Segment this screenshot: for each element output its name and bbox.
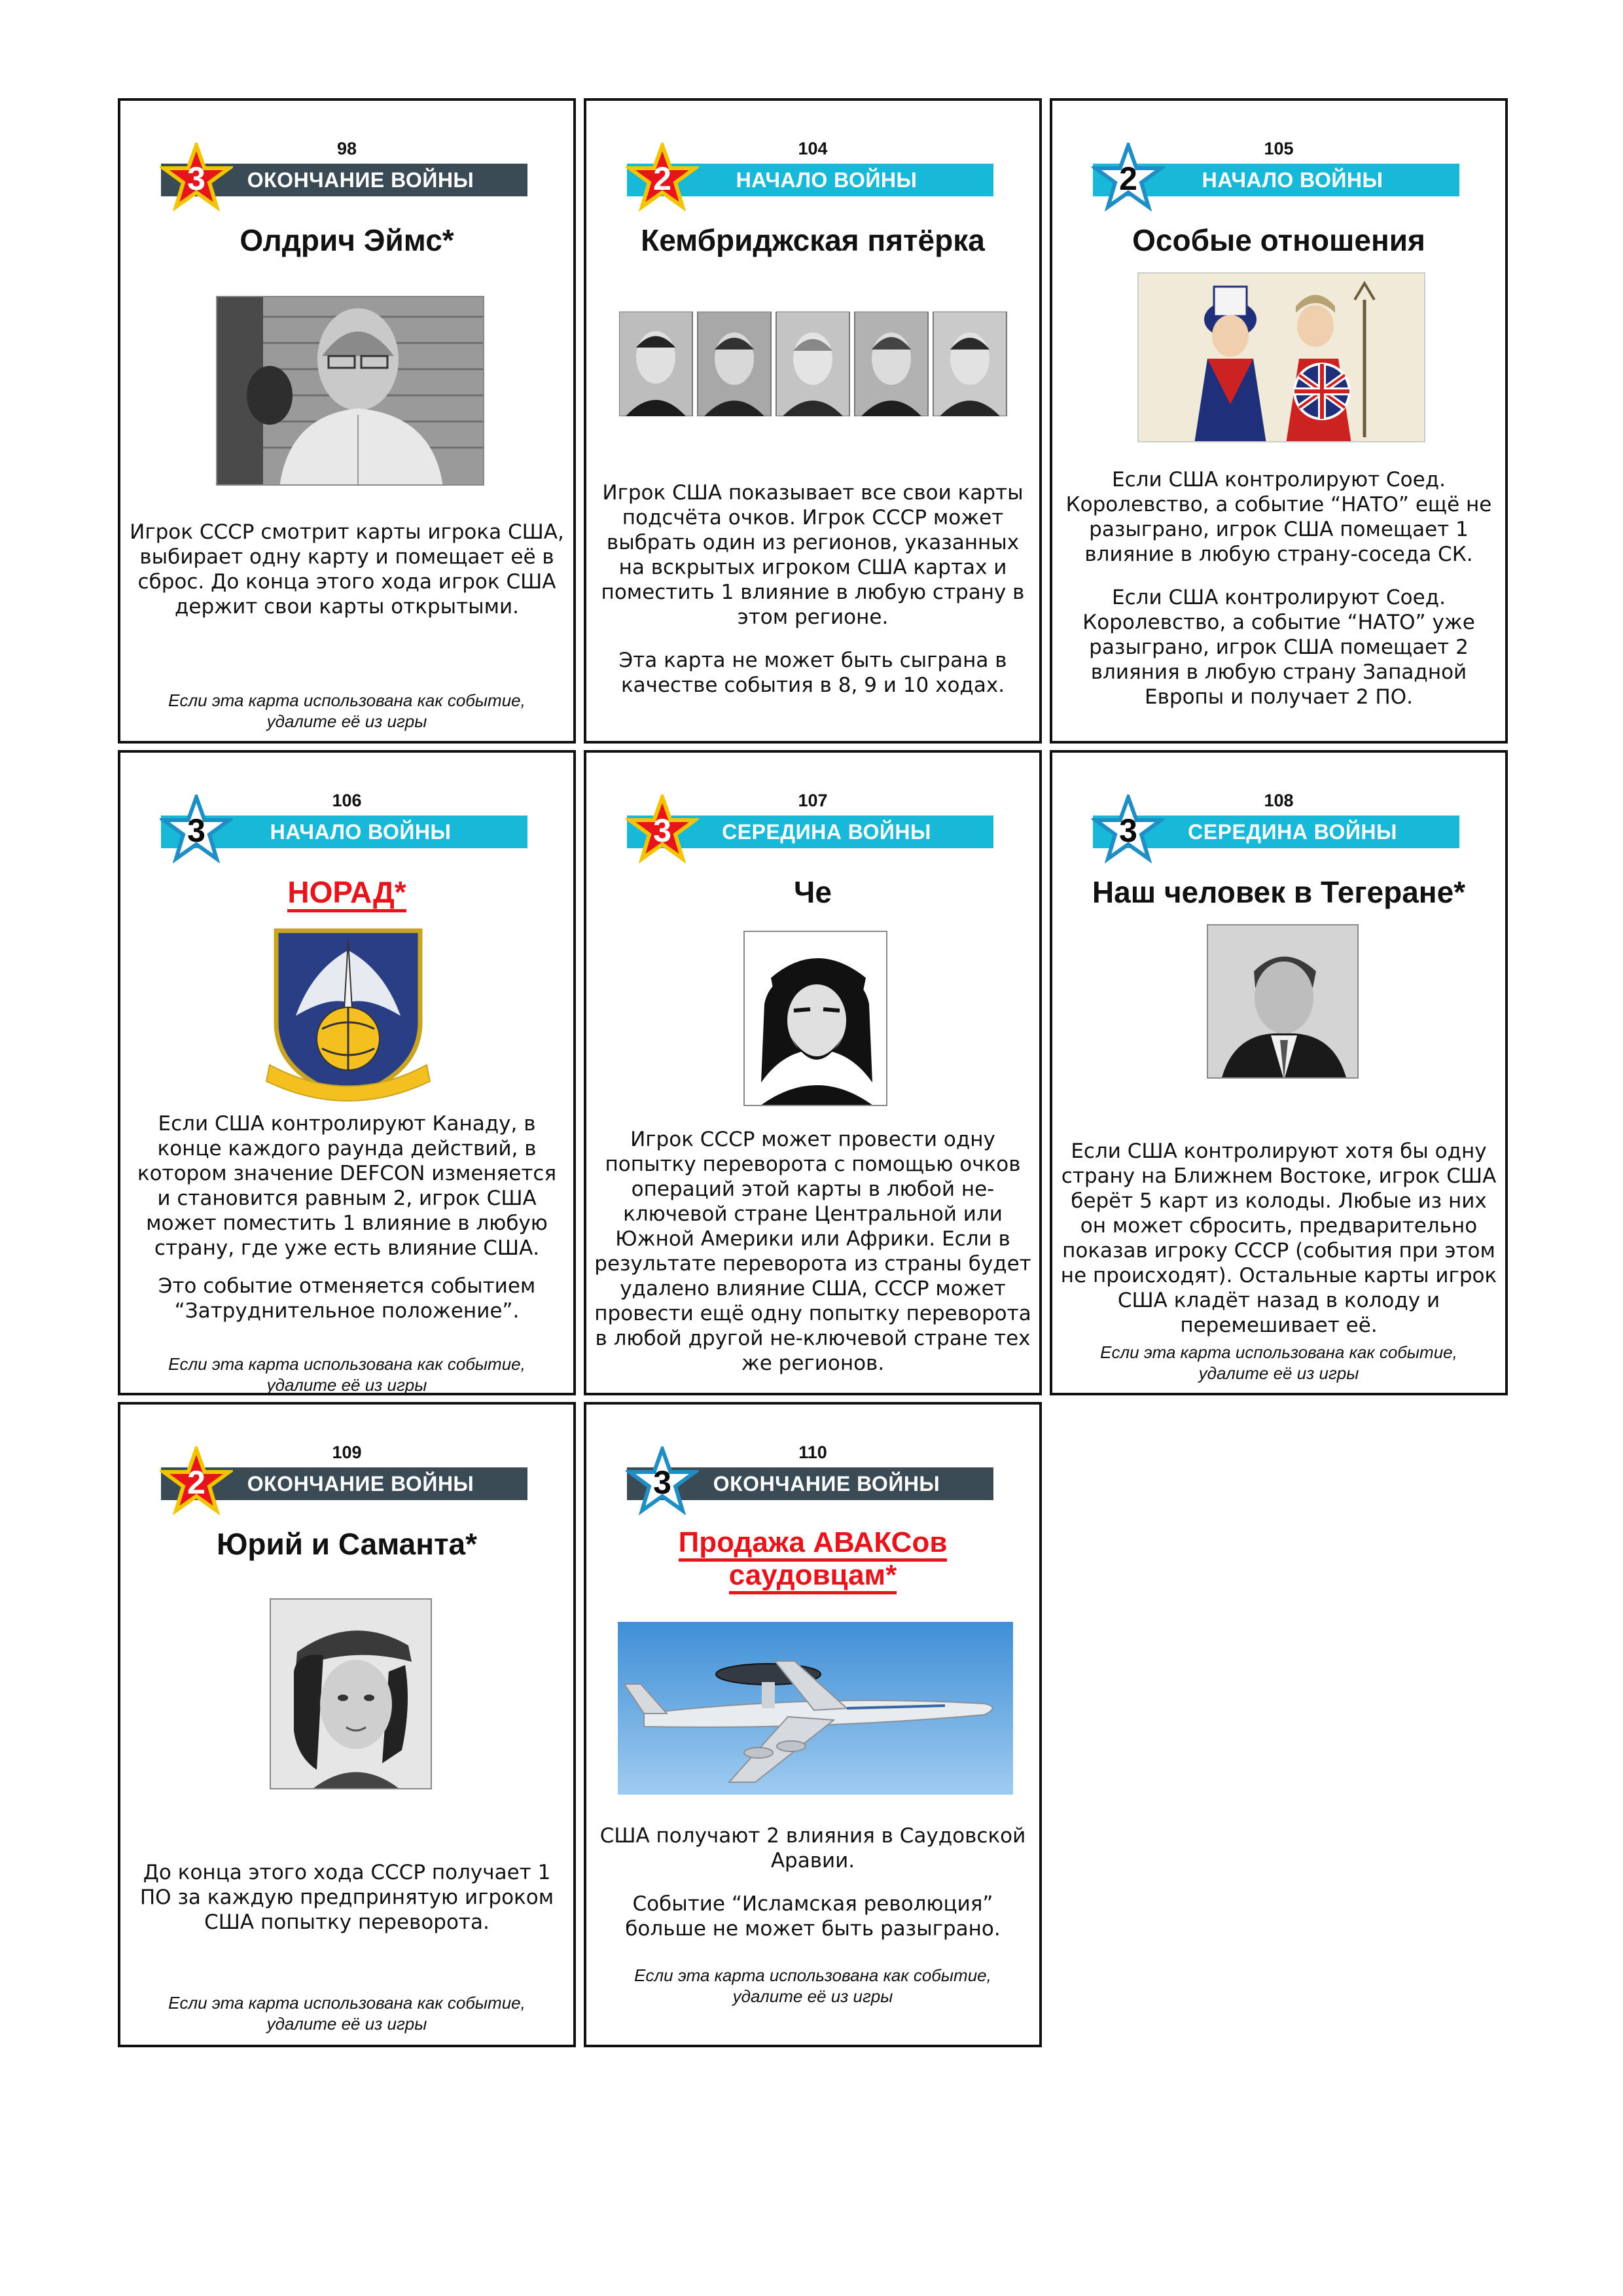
- card-number: 98: [336, 139, 357, 158]
- card-text: [128, 1111, 565, 1323]
- card-text-paragraph: Эта карта не может быть сыграна в качестве события в 8, 9 и 10 ходах.: [618, 649, 1007, 697]
- card-110[interactable]: [584, 1402, 1042, 2047]
- card-number: 109: [332, 1443, 362, 1462]
- usa-star-icon: [1092, 143, 1165, 216]
- era-label: СЕРЕДИНА ВОЙНЫ: [1093, 816, 1459, 848]
- card-text: [1060, 1139, 1497, 1338]
- card-text: [594, 1127, 1031, 1376]
- removal-note: Если эта карта использована как событие, удалите её из игры: [1100, 1342, 1457, 1383]
- card-text: [128, 1860, 565, 1935]
- card-number: 105: [1264, 139, 1294, 158]
- removal-note: Если эта карта использована как событие, удалите её из игры: [168, 691, 526, 731]
- usa-star-icon: [626, 1446, 699, 1520]
- norad-emblem: [257, 924, 440, 1102]
- card-title-text: НОРАД*: [287, 875, 406, 912]
- ussr-star-icon: [626, 143, 699, 216]
- card-text-paragraph: До конца этого хода СССР получает 1 ПО за каждую предпринятую игроком США попытку переворота.: [139, 1861, 554, 1934]
- ops-value: 2: [1119, 160, 1137, 197]
- card-text-paragraph: Это событие отменяется событием “Затруднительное положение”.: [158, 1274, 536, 1323]
- card-text-paragraph: Событие “Исламская революция” больше не может быть разыграно.: [625, 1892, 1001, 1941]
- card-text: [594, 480, 1031, 698]
- era-label: ОКОНЧАНИЕ ВОЙНЫ: [627, 1467, 993, 1500]
- era-label: НАЧАЛО ВОЙНЫ: [161, 816, 527, 848]
- ops-value: 3: [1119, 812, 1137, 849]
- card-title: Особые отношения: [1132, 223, 1425, 257]
- card-104[interactable]: [584, 98, 1042, 744]
- ops-value: 2: [187, 1464, 205, 1501]
- card-number: 107: [798, 791, 828, 810]
- card-text-paragraph: Если США контролируют Канаду, в конце каждого раунда действий, в котором значение DEFCON изменяется и становится равным 2, игрок США может поместить 1 влияние в любую страну, где уже есть влияние США.: [137, 1112, 557, 1260]
- card-title: [127, 874, 567, 910]
- era-label: НАЧАЛО ВОЙНЫ: [627, 164, 993, 196]
- card-106[interactable]: [118, 750, 576, 1395]
- shah-portrait: [1207, 924, 1359, 1079]
- cambridge-five-portraits: [619, 312, 1009, 416]
- card-text-paragraph: Если США контролируют Соед. Королевство, а событие “НАТО” уже разыграно, игрок США помещает 2 влияния в любую страну Западной Европы и получает 2 ПО.: [1082, 586, 1475, 709]
- card-title: Олдрич Эймс*: [240, 223, 454, 257]
- ussr-star-icon: [160, 143, 233, 216]
- removal-note: Если эта карта использована как событие, удалите её из игры: [168, 1354, 526, 1395]
- removal-note: Если эта карта использована как событие, удалите её из игры: [168, 1993, 526, 2034]
- era-label: СЕРЕДИНА ВОЙНЫ: [627, 816, 993, 848]
- ops-value: 3: [653, 812, 671, 849]
- card-title: Юрий и Саманта*: [216, 1527, 478, 1561]
- card-title: Че: [794, 875, 832, 909]
- samantha-smith-photo: [270, 1598, 432, 1789]
- ussr-star-icon: [626, 795, 699, 868]
- card-text: [1060, 467, 1497, 709]
- era-label: ОКОНЧАНИЕ ВОЙНЫ: [161, 164, 527, 196]
- era-label: НАЧАЛО ВОЙНЫ: [1093, 164, 1459, 196]
- card-108[interactable]: [1050, 750, 1508, 1395]
- card-text-paragraph: Игрок США показывает все свои карты подсчёта очков. Игрок СССР может выбрать один из регионов, указанных на вскрытых игроком США картах и поместить 1 влияние в любую страну в этом регионе.: [601, 481, 1025, 629]
- ops-value: 2: [653, 160, 671, 197]
- removal-note: Если эта карта использована как событие, удалите её из игры: [634, 1965, 991, 2006]
- usa-star-icon: [1092, 795, 1165, 868]
- card-text-paragraph: США получают 2 влияния в Саудовской Аравии.: [599, 1824, 1026, 1873]
- card-105[interactable]: [1050, 98, 1508, 744]
- uncle-sam-britannia-image: [1137, 272, 1425, 442]
- card-107[interactable]: [584, 750, 1042, 1395]
- awacs-aircraft-photo: [618, 1622, 1013, 1795]
- card-title: Наш человек в Тегеране*: [1092, 875, 1466, 909]
- card-text: [128, 520, 565, 619]
- ops-value: 3: [653, 1464, 671, 1501]
- ops-value: 3: [187, 160, 205, 197]
- card-title: [658, 1526, 967, 1592]
- card-number: 108: [1264, 791, 1294, 810]
- che-portrait: [743, 931, 887, 1106]
- era-label: ОКОНЧАНИЕ ВОЙНЫ: [161, 1467, 527, 1500]
- card-text-paragraph: Если США контролируют хотя бы одну страну на Ближнем Востоке, игрок США берёт 5 карт из колоды. Любые из них он может сбросить, предварительно показав игроку СССР (события при этом не происходят). Остальные карты игрок США кладёт назад в колоду и перемешивает её.: [1060, 1139, 1497, 1337]
- card-text-paragraph: Игрок СССР может провести одну попытку переворота с помощью очков операций этой карты в любой не-ключевой стране Центральной или Южной Америки или Африки. Если в результате переворота из страны будет удалено влияние США, СССР может провести ещё одну попытку переворота в любой другой не-ключевой стране тех же регионов.: [594, 1128, 1031, 1375]
- card-number: 106: [332, 791, 362, 810]
- card-109[interactable]: [118, 1402, 576, 2047]
- ops-value: 3: [187, 812, 205, 849]
- card-text: [594, 1823, 1031, 1941]
- card-number: 104: [798, 139, 828, 158]
- card-text-paragraph: Если США контролируют Соед. Королевство, а событие “НАТО” ещё не разыграно, игрок США помещает 1 влияние в любую страну-соседа СК.: [1065, 468, 1492, 566]
- card-98[interactable]: [118, 98, 576, 744]
- ussr-star-icon: [160, 1446, 233, 1520]
- card-text-paragraph: Игрок СССР смотрит карты игрока США, выбирает одну карту и помещает её в сброс. До конца этого хода игрок США держит свои карты открытыми.: [130, 520, 564, 619]
- card-title-text: Продажа АВАКСов саудовцам*: [679, 1526, 948, 1594]
- card-number: 110: [798, 1443, 827, 1462]
- card-title: Кембриджская пятёрка: [641, 223, 985, 257]
- usa-star-icon: [160, 795, 233, 868]
- aldrich-ames-photo: [216, 296, 484, 486]
